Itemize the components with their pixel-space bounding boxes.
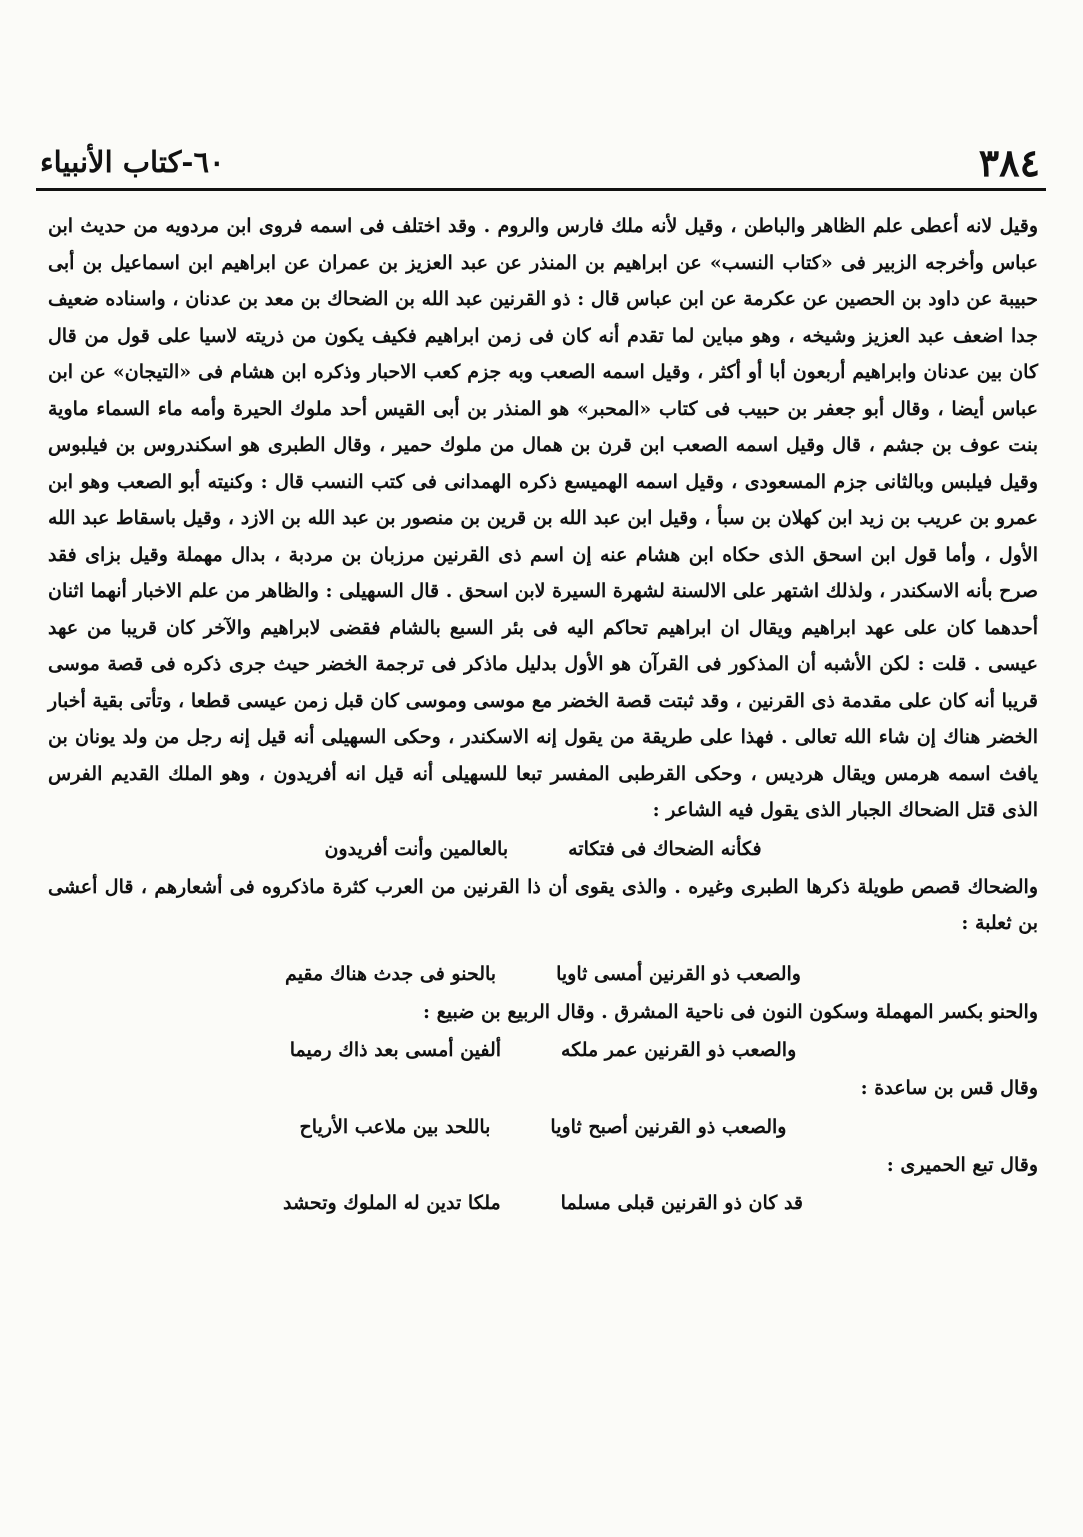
verse-hemistich-first: والصعب ذو القرنين أمسى ثاويا <box>556 962 801 985</box>
page-number: ٣٨٤ <box>978 139 1040 185</box>
verse-hemistich-second: بالحنو فى جدث هناك مقيم <box>285 962 497 985</box>
page-body <box>48 208 1038 1223</box>
paragraph: والحنو بكسر المهملة وسكون النون فى ناحية المشرق . وقال الربيع بن ضبيع : <box>423 1000 1038 1023</box>
verse-hemistich-second: بالعالمين وأنت أفريدون <box>324 837 509 860</box>
page-header <box>40 140 1040 184</box>
verse-hemistich-first: قد كان ذو القرنين قبلى مسلما <box>560 1192 804 1214</box>
spacer <box>48 942 1038 954</box>
verse-line <box>48 1183 1038 1223</box>
verse-line <box>48 954 1038 994</box>
verse-line <box>48 829 1038 869</box>
chapter-title: ٦٠-كتاب الأنبياء <box>40 145 225 179</box>
verse-hemistich-first: فكأنه الضحاك فى فتكاته <box>568 837 762 860</box>
verse-hemistich-second: باللحد بين ملاعب الأرياح <box>299 1115 491 1138</box>
paragraph: وقال تبع الحميرى : <box>886 1153 1038 1176</box>
verse-line <box>48 1030 1038 1070</box>
verse-line <box>48 1107 1038 1147</box>
verse-hemistich-first: والصعب ذو القرنين عمر ملكه <box>561 1039 797 1061</box>
paragraph: وقال قس بن ساعدة : <box>860 1077 1038 1099</box>
paragraph: والضحاك قصص طويلة ذكرها الطبرى وغيره . والذى يقوى أن ذا القرنين من العرب كثرة ماذكروه فى أشعارهم ، قال أعشى بن ثعلبة : <box>48 875 1038 934</box>
main-paragraph: وقيل لانه أعطى علم الظاهر والباطن ، وقيل لأنه ملك فارس والروم . وقد اختلف فى اسمه فروى ابن مردويه من حديث ابن عباس وأخرجه الزبير فى «كتاب النسب» عن ابراهيم بن المنذر عن عبد العزيز بن عمران عن ابراهيم ابن اسماعيل بن أبى حبيبة عن داود بن الحصين عن عكرمة عن ابن عباس قال : ذو القرنين عبد الله بن الضحاك بن معد بن عدنان ، واسناده ضعيف جدا اضعف عبد العزيز وشيخه ، وهو مباين لما تقدم أنه كان فى زمن ابراهيم فكيف يكون من ذريته لاسيا على قول من قال كان بين عدنان وابراهيم أربعون أبا أو أكثر ، وقيل اسمه الصعب وبه جزم كعب الاحبار وذكره ابن هشام فى «التيجان» عن ابن عباس أيضا ، وقال أبو جعفر بن حبيب فى كتاب «المحبر» هو المنذر بن أبى القيس أحد ملوك الحيرة وأمه ماء السماء ماوية بنت عوف بن جشم ، قال وقيل اسمه الصعب ابن قرن بن همال من ملوك حمير ، وقال الطبرى هو اسكندروس بن فيلبوس وقيل فيلبس وبالثانى جزم المسعودى ، وقيل اسمه الهميسع ذكره الهمدانى فى كتب النسب قال : وكنيته أبو الصعب وهو ابن عمرو بن عريب بن زيد ابن كهلان بن سبأ ، وقيل ابن عبد الله بن قرين بن منصور بن عبد الله بن الازد ، وقيل باسقاط عبد الله الأول ، وأما قول ابن اسحق الذى حكاه ابن هشام عنه إن اسم ذى القرنين مرزبان بن مردبة ، بدال مهملة وقيل بزاى فقد صرح بأنه الاسكندر ، ولذلك اشتهر على الالسنة لشهرة السيرة لابن اسحق . قال السهيلى : والظاهر من علم الاخبار أنهما اثنان أحدهما كان على عهد ابراهيم ويقال ان ابراهيم تحاكم اليه فى بئر السبع بالشام فقضى لابراهيم والآخر كان قريبا من عهد عيسى . قلت : لكن الأشبه أن المذكور فى القرآن هو الأول بدليل ماذكر فى ترجمة الخضر حيث جرى ذكره فى قصة موسى قريبا أنه كان على مقدمة ذى القرنين ، وقد ثبتت قصة الخضر مع موسى وموسى كان قبل زمن عيسى قطعا ، وتأتى بقية أخبار الخضر هناك إن شاء الله تعالى . فهذا على طريقة من يقول إنه الاسكندر ، وحكى السهيلى أنه قيل إنه رجل من ولد يونان بن يافث اسمه هرمس ويقال هرديس ، وحكى القرطبى المفسر تبعا للسهيلى أنه قيل انه أفريدون ، وهو الملك القديم الفرس الذى قتل الضحاك الجبار الذى يقول فيه الشاعر : <box>48 215 1038 821</box>
verse-hemistich-second: ألفين أمسى بعد ذاك رميما <box>289 1039 502 1061</box>
verse-hemistich-first: والصعب ذو القرنين أصبح ثاويا <box>550 1115 787 1138</box>
verse-hemistich-second: ملكا تدين له الملوك وتحشد <box>283 1192 501 1214</box>
header-rule <box>36 188 1046 191</box>
